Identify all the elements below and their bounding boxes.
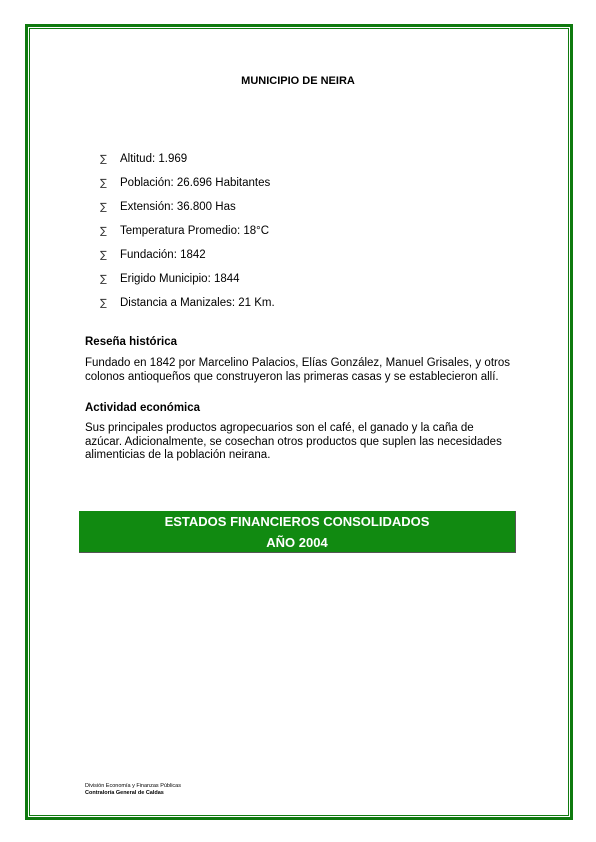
- economy-text: Sus principales productos agropecuarios son el café, el ganado y la caña de azúcar. Adicionalmente, se cosechan otros productos que suplen las necesidades alimenticias de la población neirana.: [85, 422, 502, 461]
- history-heading: Reseña histórica: [85, 336, 178, 348]
- list-item: [100, 219, 275, 243]
- fact-text: Extensión: 36.800 Has: [120, 201, 236, 213]
- history-text: Fundado en 1842 por Marcelino Palacios, Elías González, Manuel Grisales, y otros colonos antioqueños que construyeron las primeras casas y se establecieron allí.: [85, 357, 510, 383]
- fact-text: Temperatura Promedio: 18°C: [120, 225, 270, 237]
- footer: [85, 783, 181, 796]
- list-item: [100, 291, 275, 315]
- list-item: [100, 243, 275, 267]
- bullet-icon: ∑: [100, 249, 107, 261]
- fact-text: Fundación: 1842: [120, 249, 206, 261]
- list-item: [100, 267, 275, 291]
- bullet-icon: ∑: [100, 273, 107, 285]
- bullet-icon: ∑: [100, 225, 107, 237]
- facts-list: [100, 147, 275, 315]
- bullet-icon: ∑: [100, 153, 107, 165]
- list-item: [100, 195, 275, 219]
- banner-title: ESTADOS FINANCIEROS CONSOLIDADOS: [164, 514, 430, 529]
- banner-year: AÑO 2004: [266, 535, 328, 550]
- page-title: MUNICIPIO DE NEIRA: [241, 75, 355, 87]
- bullet-icon: ∑: [100, 177, 107, 189]
- financial-statements-banner: [79, 511, 516, 553]
- bullet-icon: ∑: [100, 201, 107, 213]
- fact-text: Altitud: 1.969: [120, 153, 188, 165]
- economy-heading: Actividad económica: [85, 402, 201, 414]
- fact-text: Distancia a Manizales: 21 Km.: [120, 297, 275, 309]
- bullet-icon: ∑: [100, 297, 107, 309]
- fact-text: Erigido Municipio: 1844: [120, 273, 240, 285]
- footer-division: División Economía y Finanzas Públicas: [85, 783, 181, 789]
- list-item: [100, 147, 275, 171]
- fact-text: Población: 26.696 Habitantes: [120, 177, 271, 189]
- list-item: [100, 171, 275, 195]
- footer-organization: Contraloría General de Caldas: [85, 789, 164, 796]
